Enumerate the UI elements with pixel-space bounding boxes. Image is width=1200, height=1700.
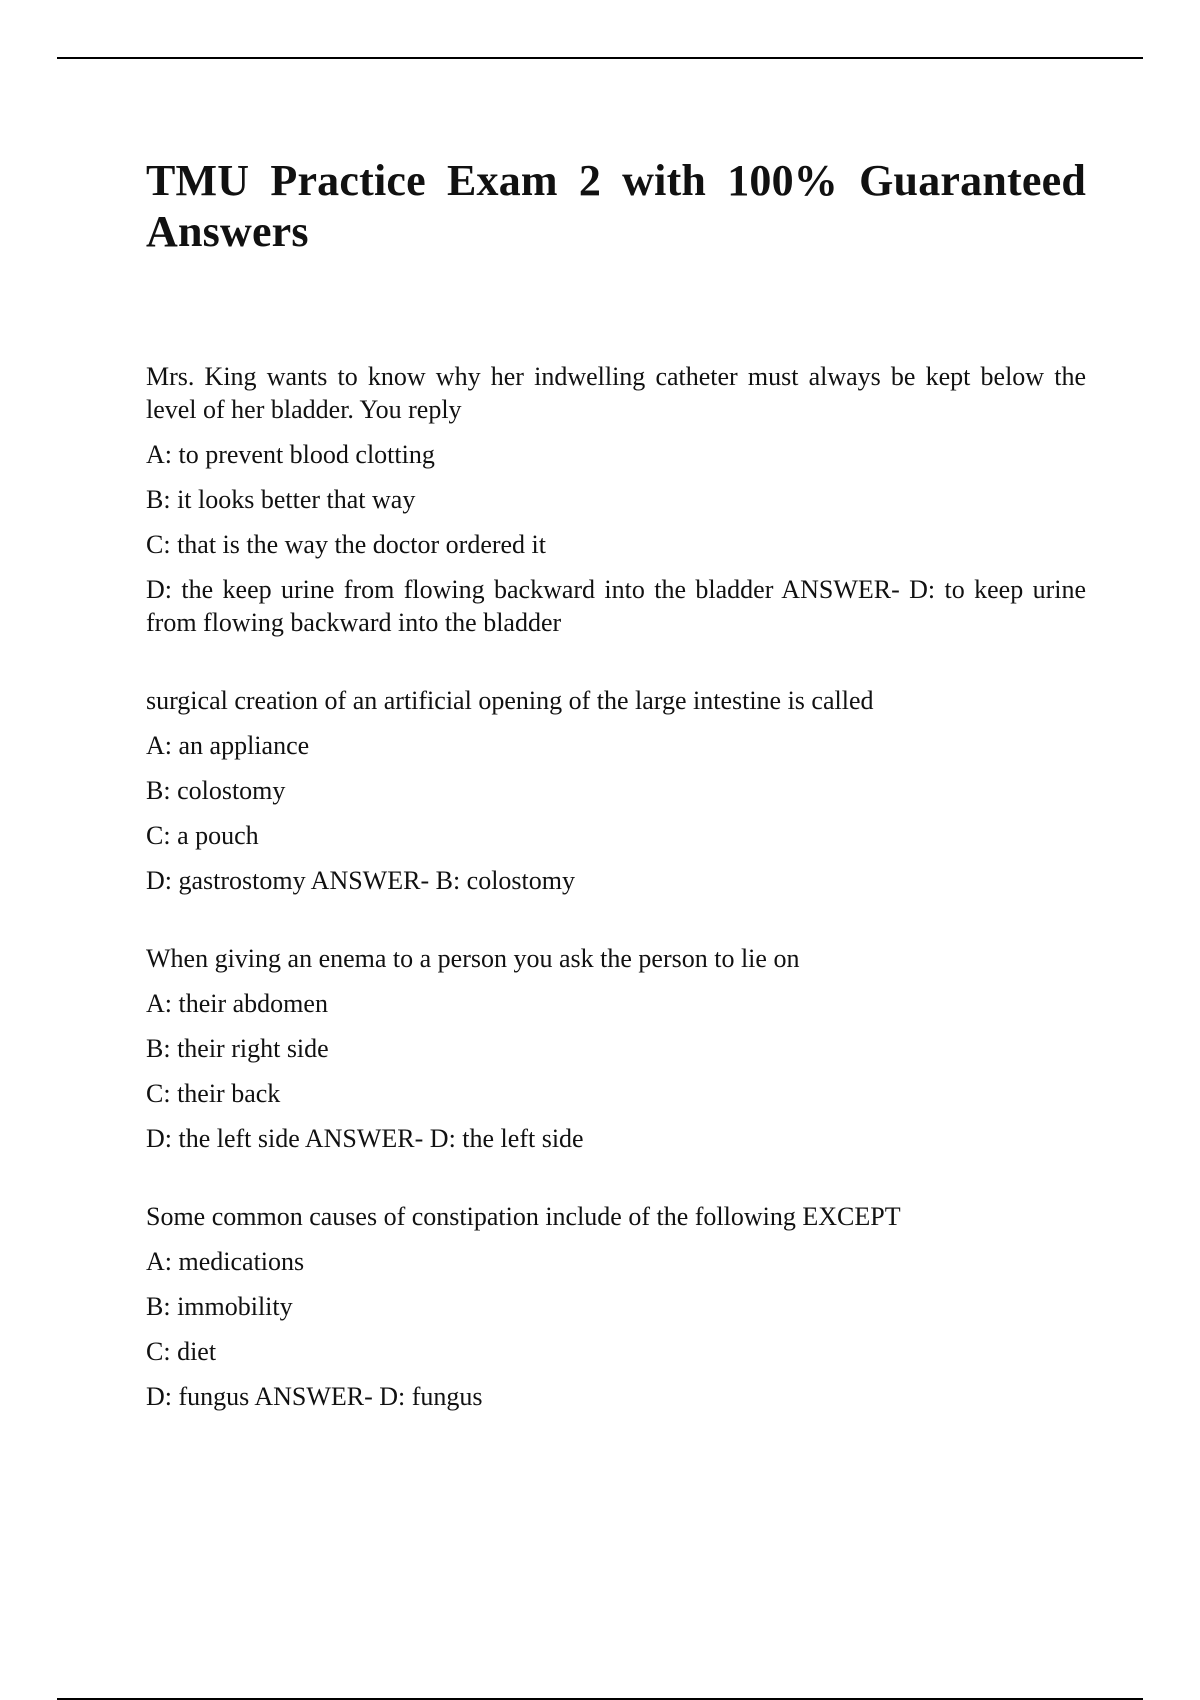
question-4	[146, 1200, 1086, 1413]
header-rule	[57, 57, 1143, 59]
question-text: When giving an enema to a person you ask the person to lie on	[146, 944, 800, 973]
answer-option-d: D: gastrostomy ANSWER- B: colostomy	[146, 866, 575, 895]
answer-option-b: B: their right side	[146, 1034, 329, 1063]
answer-option-a: A: to prevent blood clotting	[146, 440, 435, 469]
question-1	[146, 360, 1086, 639]
question-2	[146, 684, 1086, 897]
answer-option-c: C: a pouch	[146, 821, 259, 850]
question-text: surgical creation of an artificial opening of the large intestine is called	[146, 686, 874, 715]
answer-option-c: C: that is the way the doctor ordered it	[146, 530, 547, 559]
answer-option-c: C: diet	[146, 1337, 217, 1366]
document-title: TMU Practice Exam 2 with 100% Guaranteed Answers	[146, 156, 1086, 256]
answer-option-b: B: immobility	[146, 1292, 293, 1321]
question-list	[146, 360, 1086, 1413]
question-text: Some common causes of constipation include of the following EXCEPT	[146, 1202, 901, 1231]
answer-option-a: A: medications	[146, 1247, 305, 1276]
answer-option-d: D: fungus ANSWER- D: fungus	[146, 1382, 483, 1411]
page-content	[146, 155, 1086, 1458]
answer-option-a: A: their abdomen	[146, 989, 328, 1018]
question-3	[146, 942, 1086, 1155]
answer-option-d: D: the keep urine from flowing backward into the bladder ANSWER- D: to keep urine from flowing backward into the bladder	[146, 575, 1086, 637]
answer-option-b: B: it looks better that way	[146, 485, 416, 514]
answer-option-b: B: colostomy	[146, 776, 286, 805]
question-text: Mrs. King wants to know why her indwelling catheter must always be kept below the level of her bladder. You reply	[146, 362, 1086, 424]
answer-option-c: C: their back	[146, 1079, 281, 1108]
answer-option-a: A: an appliance	[146, 731, 310, 760]
answer-option-d: D: the left side ANSWER- D: the left side	[146, 1124, 584, 1153]
